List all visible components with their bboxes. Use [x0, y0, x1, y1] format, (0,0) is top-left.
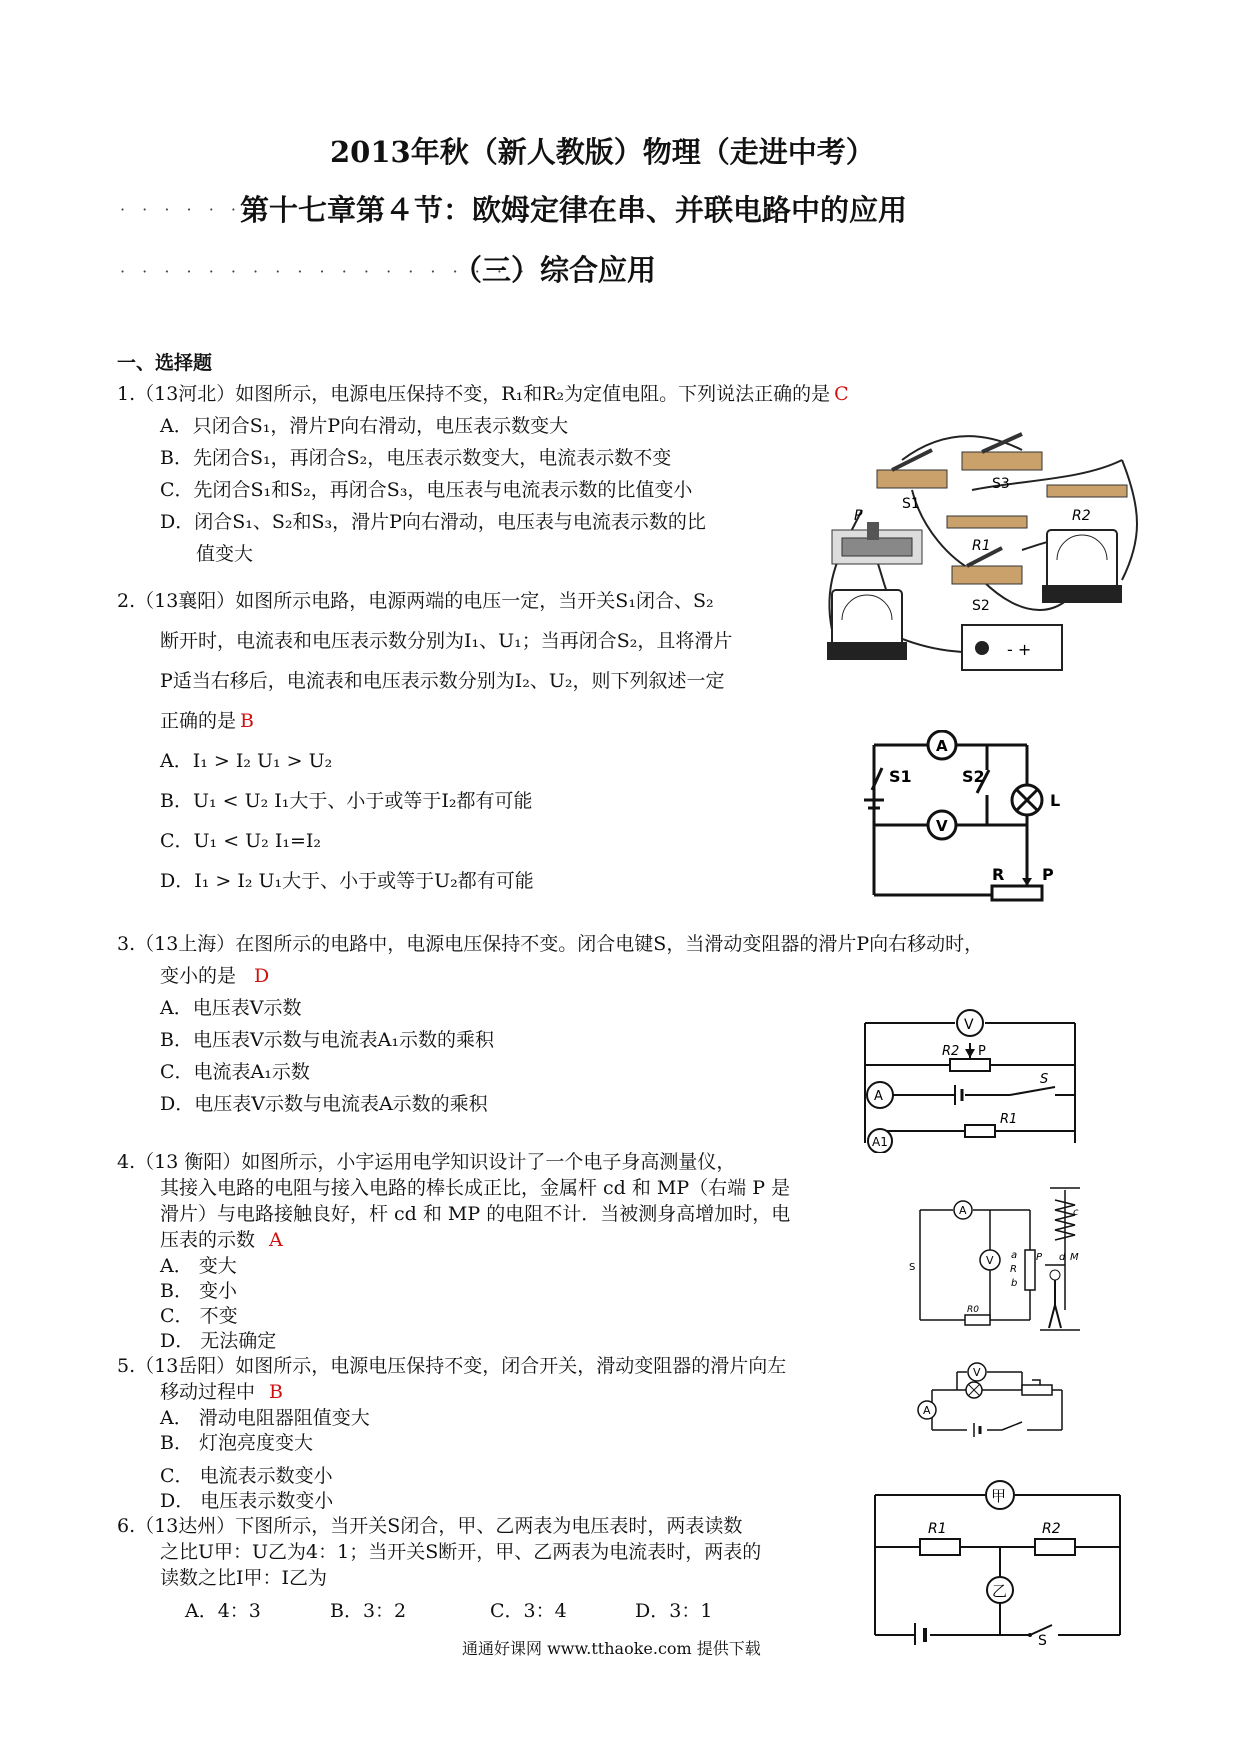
question-1-option-c: C．先闭合S₁和S₂，再闭合S₃，电压表与电流表示数的比值变小: [160, 479, 693, 501]
question-4-option-b: B． 变小: [160, 1280, 238, 1302]
voltmeter-icon: [928, 811, 956, 839]
question-6-option-d: D．3：1: [635, 1600, 713, 1622]
battery-icon: [974, 1423, 980, 1437]
question-1-option-d: D．闭合S₁、S₂和S₃，滑片P向右滑动，电压表与电流表示数的比: [160, 511, 706, 533]
question-6-option-a: A．4：3: [185, 1600, 261, 1622]
battery-icon: [915, 1623, 925, 1645]
resistor-r1-icon: [965, 1125, 995, 1137]
question-1-option-b: B．先闭合S₁，再闭合S₂，电压表示数变大，电流表示数不变: [160, 447, 672, 469]
resistor-r2-icon: [1047, 485, 1127, 497]
question-6-stem-line-3: 读数之比I甲：I乙为: [160, 1567, 328, 1589]
figure-label: c: [1073, 1207, 1079, 1218]
switch-s3-icon: [962, 434, 1042, 470]
section-heading: 一、选择题: [117, 352, 213, 374]
meter-yi-icon: [987, 1577, 1013, 1603]
figure-label: S1: [902, 496, 920, 512]
figure-label: A: [936, 737, 948, 755]
figure-1-circuit: [822, 430, 1152, 675]
figure-label: R1: [928, 1521, 947, 1537]
figure-4-height-meter: [905, 1180, 1085, 1335]
figure-label: R0: [967, 1305, 979, 1315]
question-1-option-d-cont: 值变大: [196, 543, 254, 565]
rheostat-icon: [1022, 1380, 1052, 1395]
question-4-stem-line-3: 滑片）与电路接触良好，杆 cd 和 MP 的电阻不计．当被测身高增加时，电: [160, 1203, 791, 1225]
voltmeter-icon: [1042, 530, 1122, 603]
figure-label: L: [1050, 791, 1061, 810]
figure-label: S2: [972, 598, 990, 614]
resistor-r1-icon: [947, 516, 1027, 528]
figure-label: a: [1011, 1250, 1018, 1261]
question-4-option-c: C． 不变: [160, 1305, 238, 1327]
figure-label: S3: [992, 476, 1010, 492]
figure-2-circuit: [862, 730, 1077, 905]
answer-mark: B: [240, 710, 254, 732]
switch-s1-icon: [877, 450, 947, 488]
question-6-option-b: B．3：2: [330, 1600, 407, 1622]
resistor-r2-icon: [1035, 1539, 1075, 1555]
figure-label: P: [1036, 1252, 1043, 1263]
resistor-r1-icon: [920, 1539, 960, 1555]
figure-label: V: [973, 1366, 981, 1379]
meter-jia-icon: [986, 1481, 1014, 1509]
ammeter-icon: [827, 590, 907, 660]
svg-text:- +: - +: [1007, 640, 1032, 659]
person-icon: [1049, 1270, 1061, 1328]
question-3-option-a: A．电压表V示数: [160, 997, 302, 1019]
question-2-option-c: C．U₁ < U₂ I₁=I₂: [160, 830, 321, 852]
rheostat-icon: [832, 522, 922, 564]
question-6-option-c: C．3：4: [490, 1600, 567, 1622]
question-5-option-c: C． 电流表示数变小: [160, 1465, 333, 1487]
figure-label: S: [1040, 1072, 1049, 1087]
question-2-option-b: B．U₁ < U₂ I₁大于、小于或等于I₂都有可能: [160, 790, 533, 812]
figure-label: d: [1059, 1252, 1066, 1263]
figure-label: R2: [1042, 1521, 1061, 1537]
question-2-option-a: A．I₁ > I₂ U₁ > U₂: [160, 750, 333, 772]
voltmeter-icon: [968, 1363, 986, 1381]
answer-mark: C: [834, 383, 849, 405]
lamp-icon: [966, 1382, 982, 1398]
ammeter-icon: [918, 1401, 936, 1419]
question-5-option-a: A． 滑动电阻器阻值变大: [160, 1407, 370, 1429]
ammeter-icon: [954, 1201, 972, 1219]
question-3-stem-line-1: 3.（13上海）在图所示的电路中，电源电压保持不变。闭合电键S，当滑动变阻器的滑片P向右移动时，: [117, 933, 984, 955]
figure-label: V: [986, 1254, 994, 1267]
title-line-2: 第十七章第４节：欧姆定律在串、并联电路中的应用: [240, 193, 908, 227]
figure-label: P: [1042, 865, 1054, 884]
question-5-option-d: D． 电压表示数变小: [160, 1490, 334, 1512]
answer-mark: B: [269, 1381, 283, 1403]
figure-label: V: [964, 1017, 974, 1033]
title-dot-leader: · · · · · · ·: [120, 200, 265, 219]
battery-box-icon: [962, 625, 1062, 670]
answer-mark: D: [254, 965, 270, 987]
figure-label: A1: [872, 1135, 888, 1149]
figure-label: M: [1070, 1252, 1079, 1263]
title-line-1: 2013年秋（新人教版）物理（走进中考）: [330, 135, 875, 169]
question-2-option-d: D．I₁ > I₂ U₁大于、小于或等于U₂都有可能: [160, 870, 534, 892]
resistor-r0-icon: [965, 1315, 990, 1325]
question-2-stem-line-4: [160, 705, 254, 737]
battery-icon: [955, 1085, 962, 1105]
figure-label: P: [854, 508, 863, 524]
title-line-3: （三）综合应用: [453, 253, 657, 287]
question-2-stem-line-2: 断开时，电流表和电压表示数分别为I₁、U₁；当再闭合S₂，且将滑片: [160, 630, 733, 652]
title-dot-leader: · · · · · · · · · · · · · · · · · · ·: [120, 262, 531, 281]
figure-3-circuit: [860, 1003, 1090, 1153]
question-1-stem: [117, 378, 849, 410]
figure-label: b: [1011, 1278, 1018, 1289]
question-2-stem-line-1: 2.（13襄阳）如图所示电路，电源两端的电压一定，当开关S₁闭合、S₂: [117, 590, 714, 612]
figure-label: A: [874, 1089, 883, 1104]
question-stem-line: 变小的是: [160, 965, 237, 987]
figure-label: S2: [962, 767, 985, 786]
figure-label: R: [1010, 1264, 1017, 1275]
figure-6-circuit: [870, 1475, 1125, 1645]
figure-label: A: [923, 1404, 931, 1417]
question-4-stem-line-1: 4.（13 衡阳）如图所示，小宇运用电学知识设计了一个电子身高测量仪，: [117, 1151, 736, 1173]
question-3-option-b: B．电压表V示数与电流表A₁示数的乘积: [160, 1029, 495, 1051]
question-5-option-b: B． 灯泡亮度变大: [160, 1432, 314, 1454]
figure-label: S1: [889, 767, 912, 786]
switch-icon: [1028, 1633, 1032, 1637]
question-4-option-d: D． 无法确定: [160, 1330, 277, 1352]
figure-5-circuit: [912, 1360, 1072, 1450]
ammeter-icon: [867, 1082, 893, 1108]
question-6-stem-line-1: 6.（13达州）下图所示，当开关S闭合，甲、乙两表为电压表时，两表读数: [117, 1515, 743, 1537]
question-6-stem-line-2: 之比U甲：U乙为4：1；当开关S断开，甲、乙两表为电流表时，两表的: [160, 1541, 762, 1563]
voltmeter-icon: [980, 1250, 1000, 1270]
question-stem-line: 正确的是: [160, 710, 237, 732]
figure-label: A: [959, 1204, 967, 1217]
figure-label: S: [909, 1262, 916, 1273]
figure-label: V: [936, 817, 948, 835]
question-stem-line: 移动过程中: [160, 1381, 256, 1403]
figure-label: S: [1038, 1633, 1047, 1645]
question-stem-line: 压表的示数: [160, 1229, 256, 1251]
question-3-stem-line-2: [160, 960, 269, 992]
ammeter-icon: [928, 731, 956, 759]
figure-label: R2: [942, 1044, 960, 1059]
answer-mark: A: [269, 1229, 283, 1251]
figure-label: P: [978, 1044, 986, 1059]
figure-label: R1: [1000, 1112, 1018, 1127]
question-1-option-a: A．只闭合S₁，滑片P向右滑动，电压表示数变大: [160, 415, 569, 437]
question-2-stem-line-3: P适当右移后，电流表和电压表示数分别为I₂、U₂，则下列叙述一定: [160, 670, 725, 692]
question-3-option-d: D．电压表V示数与电流表A示数的乘积: [160, 1093, 488, 1115]
footer-credit: 通通好课网 www.tthaoke.com 提供下载: [462, 1639, 761, 1658]
rheostat-icon: [1025, 1250, 1035, 1290]
figure-label: 甲: [991, 1487, 1007, 1505]
figure-label: R: [992, 865, 1005, 884]
figure-label: R1: [972, 538, 991, 554]
figure-label: 乙: [992, 1582, 1008, 1600]
voltmeter-icon: [957, 1010, 983, 1036]
question-4-option-a: A． 变大: [160, 1255, 237, 1277]
figure-label: R2: [1072, 508, 1091, 524]
ammeter-a1-icon: [868, 1129, 892, 1153]
question-5-stem-line-1: 5.（13岳阳）如图所示，电源电压保持不变，闭合开关，滑动变阻器的滑片向左: [117, 1355, 787, 1377]
question-3-option-c: C．电流表A₁示数: [160, 1061, 310, 1083]
question-stem-line: 1.（13河北）如图所示，电源电压保持不变，R₁和R₂为定值电阻。下列说法正确的是: [117, 383, 831, 405]
question-4-stem-line-2: 其接入电路的电阻与接入电路的棒长成正比，金属杆 cd 和 MP（右端 P 是: [160, 1177, 791, 1199]
lamp-icon: [1012, 785, 1042, 815]
